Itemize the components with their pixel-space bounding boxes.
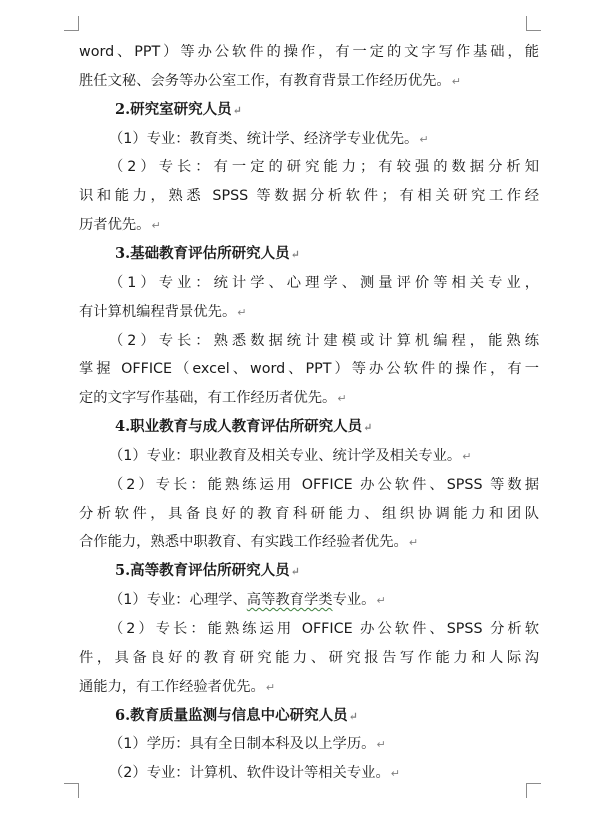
line-text: 6.教育质量监测与信息中心研究人员 [115,706,348,724]
line-text: （2）专业：计算机、软件设计等相关专业。 [109,765,390,782]
paragraph-mark-icon: ↵ [237,305,247,319]
paragraph-mark-icon: ↵ [265,680,276,694]
margin-corner-top-right [526,16,541,31]
paragraph-mark-icon: ↵ [151,219,161,233]
line-text: word、PPT）等办公软件的操作，有一定的文字写作基础，能 [79,44,539,60]
line-text: 合作能力，熟悉中职教育、有实践工作经验者优先。 [79,534,408,551]
text-line [79,528,539,556]
text-line [79,298,539,326]
line-text: 胜任文秘、会务等办公室工作，有教育背景工作经历优先。 [79,72,451,89]
line-text: （2）专长：熟悉数据统计建模或计算机编程，能熟练 [109,332,539,349]
line-text: （1）学历：具有全日制本科及以上学历。 [109,736,376,753]
text-line [79,759,539,787]
paragraph-mark-icon: ↵ [376,738,386,752]
text-line [79,182,539,210]
line-text: （1）专业：职业教育及相关专业、统计学及相关专业。 [109,447,462,464]
text-line [79,586,539,614]
text-line [79,153,539,181]
section-heading [79,96,539,124]
text-line [79,355,539,383]
paragraph-mark-icon: ↵ [348,709,358,723]
line-text: 通能力，有工作经验者优先。 [79,678,265,695]
text-line [79,38,539,66]
text-line [79,442,539,470]
line-text: 2.研究室研究人员 [115,100,232,118]
line-text: 件，具备良好的教育研究能力、研究报告写作能力和人际沟 [79,649,539,666]
section-heading [79,557,539,585]
line-text: 定的文字写作基础，有工作经历者优先。 [79,390,337,407]
section-heading [79,413,539,441]
text-line [79,211,539,239]
paragraph-mark-icon: ↵ [376,594,386,608]
line-text: 分析软件，具备良好的教育科研能力、组织协调能力和团队 [79,505,539,522]
paragraph-mark-icon: ↵ [337,392,347,406]
line-text: 历者优先。 [79,217,151,234]
line-text: 4.职业教育与成人教育评估所研究人员 [115,418,363,436]
line-text: （2）专长：有一定的研究能力；有较强的数据分析知 [109,159,539,176]
margin-corner-bottom-left [64,783,79,798]
line-text: （1）专业：心理学、高等教育学类专业。 [109,592,376,609]
text-line [79,67,539,95]
margin-corner-top-left [64,16,79,31]
text-line [79,384,539,412]
paragraph-mark-icon: ↵ [290,565,300,579]
line-text: 5.高等教育评估所研究人员 [115,562,290,580]
line-text: （2）专长：能熟练运用 OFFICE 办公软件、SPSS 等数据 [109,476,539,493]
paragraph-mark-icon: ↵ [451,74,461,88]
text-line [79,500,539,528]
line-text: 掌握 OFFICE（excel、word、PPT）等办公软件的操作，有一 [79,361,539,378]
grammar-squiggle[interactable]: 高等教育学类 [246,592,333,609]
paragraph-mark-icon: ↵ [419,132,429,146]
line-text: 3.基础教育评估所研究人员 [115,244,290,262]
paragraph-mark-icon: ↵ [390,767,400,781]
paragraph-mark-icon: ↵ [232,103,242,117]
paragraph-mark-icon: ↵ [363,421,373,435]
line-text: 有计算机编程背景优先。 [79,303,237,320]
paragraph-mark-icon: ↵ [408,536,419,550]
text-line [79,125,539,153]
line-text: （2）专长：能熟练运用 OFFICE 办公软件、SPSS 分析软 [109,621,539,637]
text-line [79,471,539,499]
text-line [79,673,539,701]
paragraph-mark-icon: ↵ [290,247,300,261]
line-text: （1）专业：统计学、心理学、测量评价等相关专业， [109,274,539,291]
line-text: 识和能力，熟悉 SPSS 等数据分析软件；有相关研究工作经 [79,188,539,205]
text-line [79,327,539,355]
text-line [79,615,539,643]
text-line [79,730,539,758]
text-line [79,269,539,297]
text-line [79,644,539,672]
section-heading [79,702,539,730]
line-text: （1）专业：教育类、统计学、经济学专业优先。 [109,130,419,147]
section-heading [79,240,539,268]
paragraph-mark-icon: ↵ [462,449,472,463]
